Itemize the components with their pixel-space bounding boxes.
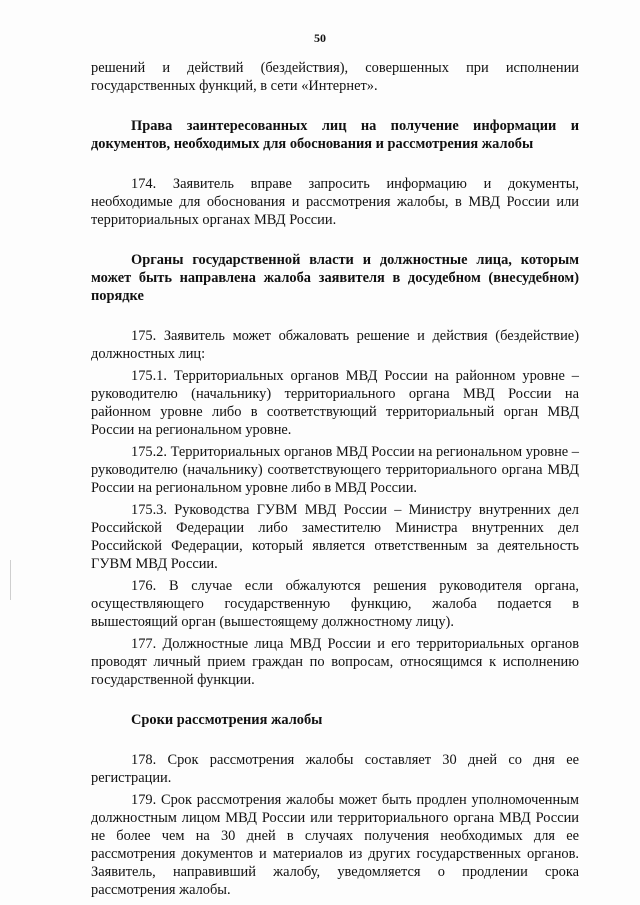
heading-authorities: Органы государственной власти и должностные лица, которым может быть направлена жалоба заявителя в досудебном (внесудебном) порядке [91, 252, 579, 304]
heading-rights: Права заинтересованных лиц на получение информации и документов, необходимых для обоснования и рассмотрения жалобы [91, 118, 579, 152]
page-number: 50 [314, 31, 326, 45]
scan-margin-mark [10, 560, 11, 600]
paragraph-174: 174. Заявитель вправе запросить информацию и документы, необходимые для обоснования и рассмотрения жалобы, в МВД России или территориальных органах МВД России. [91, 176, 579, 228]
document-body [91, 59, 579, 899]
paragraph-175-1: 175.1. Территориальных органов МВД России на районном уровне – руководителю (начальнику) территориального органа МВД России на районном уровне либо в соответствующий территориальный орган МВД России на региональном уровне. [91, 368, 579, 438]
paragraph-175-3: 175.3. Руководства ГУВМ МВД России – Министру внутренних дел Российской Федерации либо заместителю Министра внутренних дел Российской Федерации, который является ответственным за деятельность ГУВМ МВД России. [91, 502, 579, 572]
paragraph-176: 176. В случае если обжалуются решения руководителя органа, осуществляющего государственную функцию, жалоба подается в вышестоящий орган (вышестоящему должностному лицу). [91, 578, 579, 630]
paragraph-177: 177. Должностные лица МВД России и его территориальных органов проводят личный прием граждан по вопросам, относящимся к исполнению государственной функции. [91, 636, 579, 688]
heading-terms: Сроки рассмотрения жалобы [131, 712, 323, 728]
paragraph-178: 178. Срок рассмотрения жалобы составляет 30 дней со дня ее регистрации. [91, 752, 579, 786]
paragraph-175-2: 175.2. Территориальных органов МВД России на региональном уровне – руководителю (начальнику) соответствующего территориального органа МВД России на региональном уровне либо в МВД России. [91, 444, 579, 496]
paragraph-175: 175. Заявитель может обжаловать решение и действия (бездействие) должностных лиц: [91, 328, 579, 362]
paragraph-179: 179. Срок рассмотрения жалобы может быть продлен уполномоченным должностным лицом МВД России или территориального органа МВД России не более чем на 30 дней в случаях получения необходимых для ее рассмотрения документов и материалов из других государственных органов. Заявитель, направивший жалобу, уведомляется о продлении срока рассмотрения жалобы. [91, 792, 579, 898]
paragraph-intro: решений и действий (бездействия), совершенных при исполнении государственных функций, в сети «Интернет». [91, 60, 579, 94]
